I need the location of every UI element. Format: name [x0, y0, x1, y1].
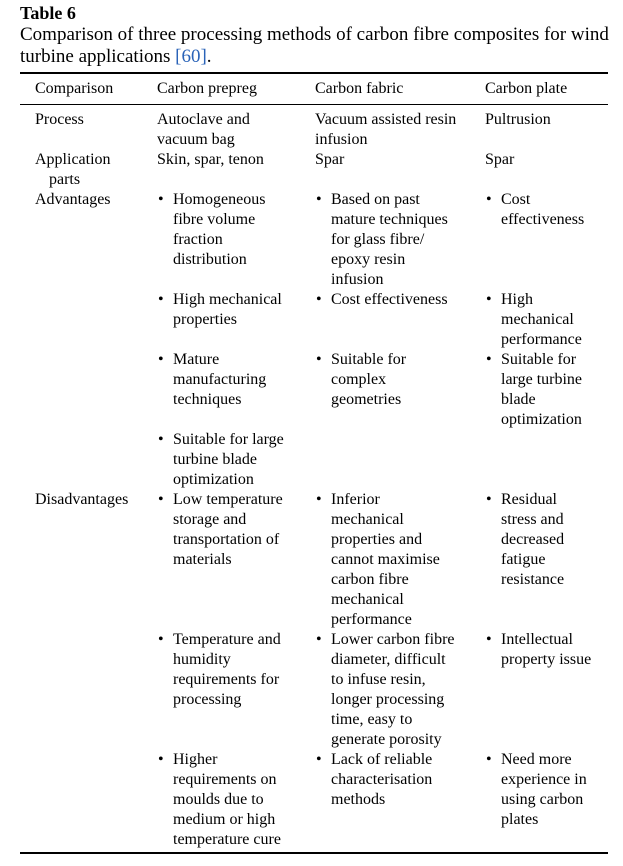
list-item	[157, 350, 315, 410]
row-advantages	[20, 190, 608, 290]
comparison-table	[20, 72, 608, 854]
row-process	[20, 105, 608, 150]
bullet-icon	[158, 350, 164, 370]
list-item-text: Suitable for complex geometries	[331, 351, 407, 408]
list-item	[157, 630, 315, 710]
list-item	[315, 290, 485, 310]
bullet-icon	[158, 630, 164, 650]
list-item	[315, 630, 485, 750]
bullet-icon	[486, 630, 492, 650]
list-item-text: Based on past mature techniques for glass fibre/ epoxy resin infusion	[331, 191, 448, 288]
list-item-text: High mechanical properties	[173, 291, 282, 328]
cell-advantages-carbon-prepreg	[157, 430, 315, 490]
bullet-icon	[158, 750, 164, 770]
bullet-icon	[158, 430, 164, 450]
cell-disadvantages-carbon-plate	[485, 490, 608, 630]
bullet-icon	[316, 630, 322, 650]
list-item	[157, 750, 315, 850]
list-item	[315, 190, 485, 290]
list-item-text: Low temperature storage and transportation of materials	[173, 491, 283, 568]
row-disadvantages	[20, 490, 608, 630]
cell-advantages-carbon-fabric	[315, 430, 485, 490]
cell-disadvantages-carbon-fabric	[315, 750, 485, 850]
cell-advantages-carbon-plate	[485, 290, 608, 350]
cell-disadvantages-carbon-prepreg	[157, 750, 315, 850]
list-item	[157, 490, 315, 570]
cell-advantages-carbon-fabric	[315, 290, 485, 350]
row-label-application-parts: Application parts	[35, 151, 111, 188]
row-application-parts	[20, 150, 608, 190]
column-header-comparison: Comparison	[20, 74, 157, 105]
list-item	[157, 190, 315, 270]
list-item-text: Lower carbon fibre diameter, difficult to infuse resin, longer processing time, easy to generate porosity	[331, 631, 455, 748]
list-item	[315, 490, 485, 630]
column-header-carbon-fabric: Carbon fabric	[315, 74, 485, 105]
bullet-icon	[316, 290, 322, 310]
list-item	[157, 290, 315, 330]
list-item	[485, 350, 608, 430]
list-item-text: Mature manufacturing techniques	[173, 351, 267, 408]
cell-process-carbon-fabric: Vacuum assisted resin infusion	[315, 111, 457, 148]
bullet-icon	[486, 190, 492, 210]
cell-advantages-carbon-prepreg	[157, 290, 315, 350]
cell-disadvantages-carbon-plate	[485, 630, 608, 750]
bullet-icon	[158, 290, 164, 310]
bullet-icon	[316, 490, 322, 510]
list-item-text: Residual stress and decreased fatigue resistance	[501, 491, 565, 588]
cell-application-carbon-prepreg: Skin, spar, tenon	[157, 151, 264, 168]
list-item-text: Homogeneous fibre volume fraction distribution	[173, 191, 266, 268]
cell-process-carbon-plate: Pultrusion	[485, 111, 551, 128]
bullet-icon	[158, 490, 164, 510]
list-item-text: Temperature and humidity requirements for processing	[173, 631, 281, 708]
bullet-icon	[316, 350, 322, 370]
cell-advantages-carbon-fabric	[315, 350, 485, 430]
caption-end: .	[206, 46, 212, 67]
list-item-text: Cost effectiveness	[331, 291, 448, 308]
list-item	[485, 630, 608, 670]
list-item-text: Cost effectiveness	[501, 191, 585, 228]
cell-advantages-carbon-plate	[485, 190, 608, 290]
list-item	[315, 750, 485, 810]
bullet-icon	[486, 350, 492, 370]
list-item	[485, 190, 608, 230]
cell-process-carbon-prepreg: Autoclave and vacuum bag	[157, 111, 250, 148]
table-number: Table 6	[20, 3, 76, 23]
bullet-icon	[486, 750, 492, 770]
cell-advantages-carbon-fabric	[315, 190, 485, 290]
header-row	[20, 74, 608, 105]
table-caption	[20, 24, 609, 68]
bullet-icon	[486, 490, 492, 510]
cell-application-carbon-fabric: Spar	[315, 151, 345, 168]
cell-advantages-carbon-plate	[485, 430, 608, 490]
cell-application-carbon-plate: Spar	[485, 151, 515, 168]
caption-text: Comparison of three processing methods of carbon fibre composites for wind turbine applications	[20, 24, 609, 67]
cell-disadvantages-carbon-prepreg	[157, 630, 315, 750]
cell-disadvantages-carbon-plate	[485, 750, 608, 850]
bullet-icon	[486, 290, 492, 310]
cell-advantages-carbon-plate	[485, 350, 608, 430]
list-item-text: High mechanical performance	[501, 291, 582, 348]
table-grid	[20, 74, 608, 850]
list-item	[485, 290, 608, 350]
citation-link[interactable]: [60]	[175, 46, 207, 67]
cell-disadvantages-carbon-fabric	[315, 490, 485, 630]
cell-disadvantages-carbon-fabric	[315, 630, 485, 750]
cell-disadvantages-carbon-prepreg	[157, 490, 315, 630]
list-item-text: Intellectual property issue	[501, 631, 592, 668]
bullet-icon	[316, 190, 322, 210]
list-item	[485, 750, 608, 830]
row-label-process: Process	[35, 111, 84, 128]
bullet-icon	[316, 750, 322, 770]
column-header-carbon-prepreg: Carbon prepreg	[157, 74, 315, 105]
bullet-icon	[158, 190, 164, 210]
row-label-advantages: Advantages	[35, 191, 111, 208]
list-item-text: Lack of reliable characterisation methods	[331, 751, 433, 808]
list-item	[315, 350, 485, 410]
list-item-text: Suitable for large turbine blade optimization	[173, 431, 284, 488]
column-header-carbon-plate: Carbon plate	[485, 74, 608, 105]
list-item-text: Inferior mechanical properties and cannot maximise carbon fibre mechanical performance	[331, 491, 440, 628]
cell-advantages-carbon-prepreg	[157, 190, 315, 290]
list-item-text: Suitable for large turbine blade optimization	[501, 351, 583, 428]
list-item	[157, 430, 315, 490]
row-label-disadvantages: Disadvantages	[35, 491, 129, 508]
cell-advantages-carbon-prepreg	[157, 350, 315, 430]
list-item-text: Need more experience in using carbon plates	[501, 751, 587, 828]
list-item-text: Higher requirements on moulds due to medium or high temperature cure	[173, 751, 281, 848]
list-item	[485, 490, 608, 590]
